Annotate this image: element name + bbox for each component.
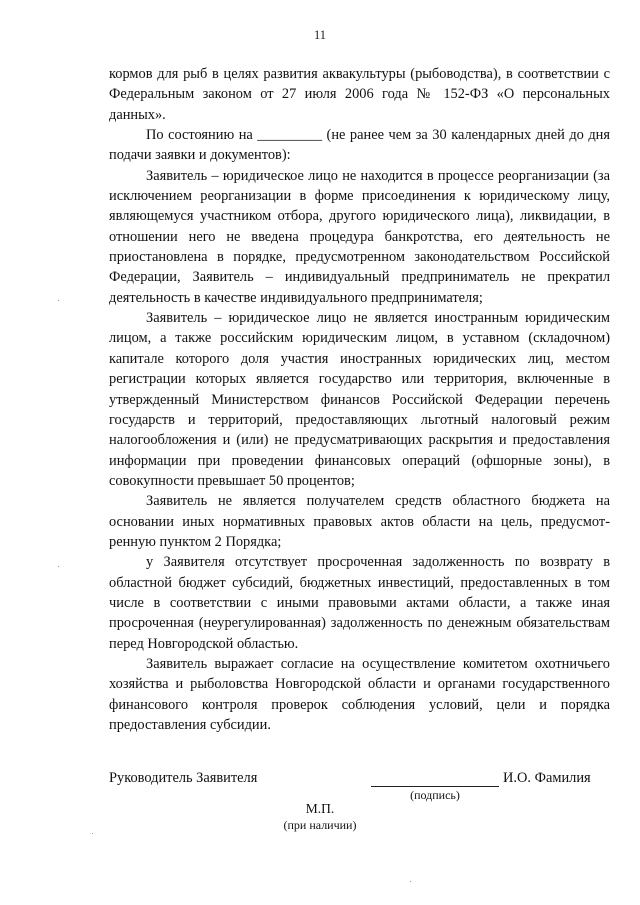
- paragraph-reorganization: Заявитель – юридическое лицо не находится в процессе реорганизации (за исключением реорганизации в форме присоединения к юридическому лицу, являющемуся участником отбора, другого юридического лица), ликвидации, в отношении него не введена процедура банкротства, его деятельность не приостановлена в порядке, предусмотренном законодательством Российской Федерации, Заявитель – индивидуальный предприниматель не прекратил деятельность в качестве индивидуального предпринимателя;: [109, 167, 610, 306]
- signature-caption: (подпись): [410, 788, 460, 802]
- document-body: [109, 64, 610, 735]
- signature-line: [371, 786, 499, 787]
- paragraph-budget-recipient: Заявитель не является получателем средств областного бюджета на основании иных нормативных правовых актов области на цель, предусмотренную пунктом 2 Порядка;: [109, 493, 610, 550]
- stamp-block: [0, 801, 640, 833]
- signature-role: Руководитель Заявителя: [109, 770, 258, 786]
- paragraph-as-of-date: По состоянию на _________ (не ранее чем за 30 календарных дней до дня подачи заявки и документов):: [109, 127, 610, 164]
- scan-speck: [410, 881, 411, 882]
- paragraph-personal-data: кормов для рыб в целях развития аквакультуры (рыбоводства), в соответствии с Федеральным законом от 27 июля 2006 года № 152-ФЗ «О персональных данных».: [109, 66, 610, 123]
- paragraph-foreign-entity: Заявитель – юридическое лицо не является иностранным юридическим лицом, а также российским юридическим лицом, в уставном (складочном) капитале которого доля участия иностранных юридических лиц, местом регистрации которых является государство или территория, включенные в утвержденный Министерством финансов Российской Федерации перечень государств и территорий, предоставляющих льготный налоговый режим налогообложения и (или) не предусматривающих раскрытия и предоставления информации при проведении финансовых операций (офшорные зоны), в совокупности превышает 50 процентов;: [109, 310, 610, 489]
- scan-speck: [58, 300, 59, 301]
- stamp-label: М.П.: [305, 801, 335, 816]
- paragraph-overdue-debt: у Заявителя отсутствует просроченная задолженность по возврату в областной бюджет субсидий, бюджетных инвестиций, предоставленных в том числе в соответствии с иными правовыми актами области, а также иная просроченная (неурегулированная) задолженность по денежным обязательствам перед Новгородской областью.: [109, 554, 610, 652]
- scan-speck: [92, 833, 93, 834]
- signature-name: И.О. Фамилия: [503, 770, 591, 786]
- scan-speck: [58, 566, 59, 567]
- paragraph-consent: Заявитель выражает согласие на осуществление комитетом охотничьего хозяйства и рыболовства Новгородской области и органами государственного финансового контроля проверок соблюдения условий, цели и порядка предоставления субсидии.: [109, 655, 610, 733]
- stamp-note: (при наличии): [283, 818, 357, 832]
- page-number: 11: [313, 28, 327, 42]
